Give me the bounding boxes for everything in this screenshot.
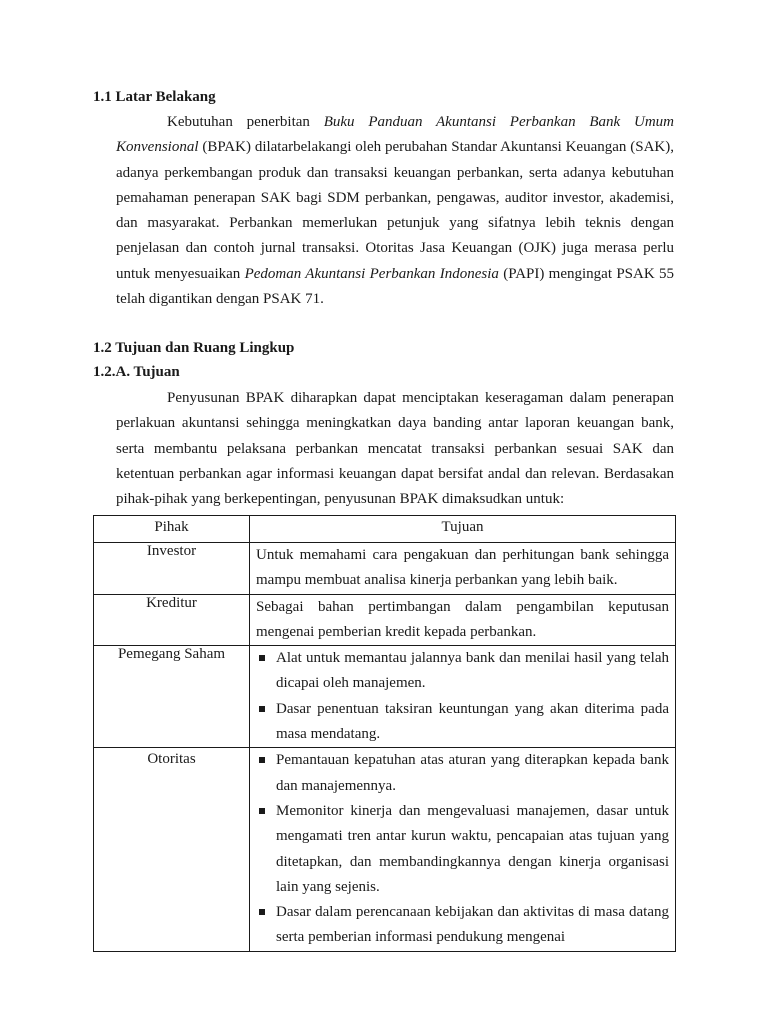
cell-pihak: Investor	[94, 543, 250, 595]
table-row	[94, 748, 676, 951]
italic-title-papi: Pedoman Akuntansi Perbankan Indonesia	[244, 265, 499, 282]
text-segment: (PAPI) mengingat PSAK 55 telah digantikan dengan PSAK 71.	[116, 265, 674, 308]
italic-title-bpak: Buku Panduan Akuntansi Perbankan Bank Umum Konvensional	[116, 114, 674, 156]
bullet-list	[256, 646, 669, 747]
paragraph-tujuan	[116, 386, 674, 512]
paragraph-latar-belakang	[116, 110, 674, 312]
table-row	[94, 594, 676, 646]
cell-tujuan: Sebagai bahan pertimbangan dalam pengambilan keputusan mengenai pemberian kredit kepada perbankan.	[250, 594, 676, 646]
purpose-table	[93, 515, 676, 952]
cell-pihak: Otoritas	[94, 748, 250, 951]
text-segment: (BPAK) dilatarbelakangi oleh perubahan Standar Akuntansi Keuangan (SAK), adanya perkembangan produk dan transaksi keuangan perbankan, serta adanya kebutuhan pemahaman penerapan SAK bagi SDM perbankan, pengawas, auditor investor, akademisi, dan masyarakat. Perbankan memerlukan petunjuk yang sifatnya lebih teknis dengan penjelasan dan contoh jurnal transaksi. Otoritas Jasa Keuangan (OJK) juga merasa perlu untuk menyesuaikan	[116, 139, 674, 282]
table-row	[94, 543, 676, 595]
subheading-tujuan: 1.2.A. Tujuan	[93, 364, 180, 380]
cell-tujuan	[250, 748, 676, 951]
table-header-row	[94, 516, 676, 543]
heading-latar-belakang: 1.1 Latar Belakang	[93, 89, 216, 105]
text-segment: Penyusunan BPAK diharapkan dapat menciptakan keseragaman dalam penerapan perlakuan akuntansi sehingga meningkatkan daya banding antar laporan keuangan bank, serta membantu pelaksana perbankan mencatat transaksi perbankan sesuai SAK dan ketentuan perbankan agar informasi keuangan dapat bersifat andal dan relevan. Berdasakan pihak-pihak yang berkepentingan, penyusunan BPAK dimaksudkan untuk:	[116, 390, 674, 508]
list-item: Alat untuk memantau jalannya bank dan menilai hasil yang telah dicapai oleh manajemen.	[256, 646, 669, 697]
text-segment: Kebutuhan penerbitan	[167, 114, 324, 130]
bullet-list	[256, 748, 669, 950]
cell-tujuan: Untuk memahami cara pengakuan dan perhitungan bank sehingga mampu membuat analisa kinerja perbankan yang lebih baik.	[250, 543, 676, 595]
cell-pihak: Pemegang Saham	[94, 646, 250, 748]
cell-tujuan	[250, 646, 676, 748]
list-item: Dasar penentuan taksiran keuntungan yang akan diterima pada masa mendatang.	[256, 697, 669, 748]
cell-pihak: Kreditur	[94, 594, 250, 646]
heading-tujuan-ruang-lingkup: 1.2 Tujuan dan Ruang Lingkup	[93, 340, 295, 356]
table-row	[94, 646, 676, 748]
column-header-tujuan: Tujuan	[250, 516, 676, 543]
column-header-pihak: Pihak	[94, 516, 250, 543]
list-item: Pemantauan kepatuhan atas aturan yang diterapkan kepada bank dan manajemennya.	[256, 748, 669, 799]
list-item: Dasar dalam perencanaan kebijakan dan aktivitas di masa datang serta pemberian informasi pendukung mengenai	[256, 900, 669, 951]
list-item: Memonitor kinerja dan mengevaluasi manajemen, dasar untuk mengamati tren antar kurun waktu, pencapaian atas tujuan yang ditetapkan, dan membandingkannya dengan kinerja organisasi lain yang sejenis.	[256, 799, 669, 900]
